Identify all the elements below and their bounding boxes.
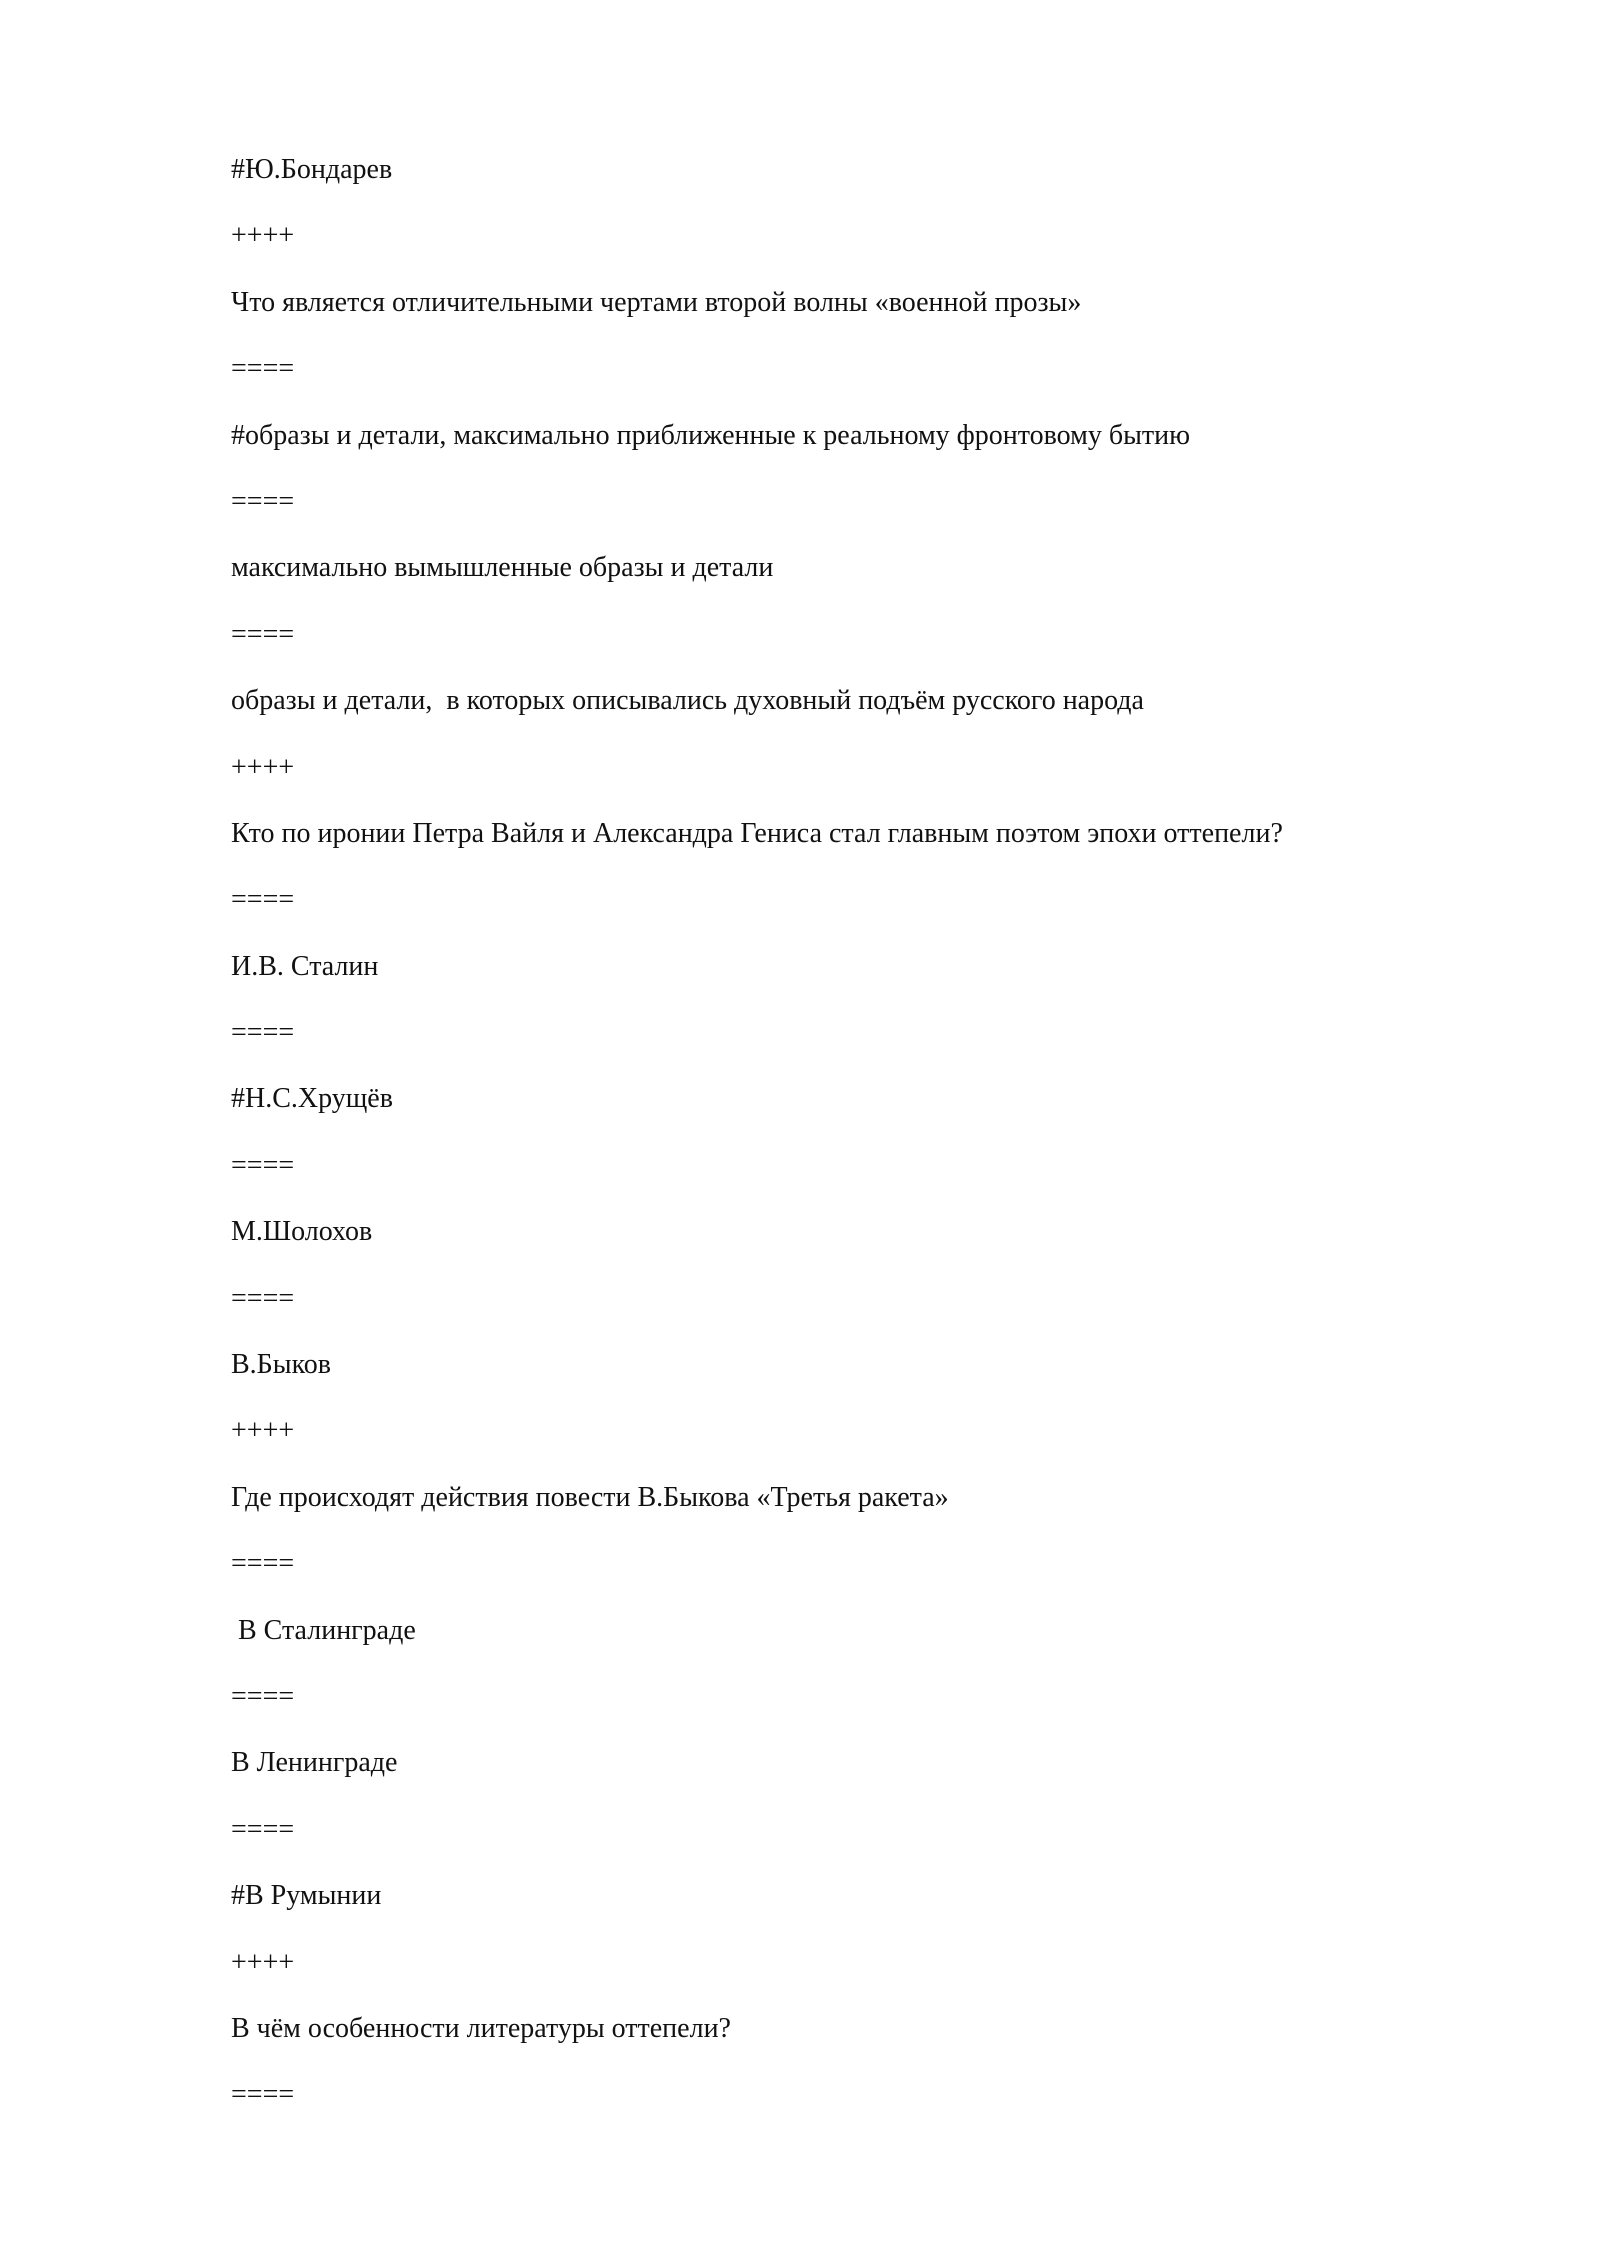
separator-line: ====: [231, 2079, 295, 2111]
answer-line: образы и детали, в которых описывались духовный подъём русского народа: [231, 685, 1144, 717]
separator-line: ++++: [231, 1946, 295, 1978]
answer-line: В Ленинграде: [231, 1747, 398, 1779]
answer-line: В.Быков: [231, 1349, 331, 1381]
separator-line: ====: [231, 1680, 295, 1712]
answer-line: М.Шолохов: [231, 1216, 373, 1248]
separator-line: ====: [231, 1282, 295, 1314]
separator-line: ====: [231, 618, 295, 650]
separator-line: ====: [231, 884, 295, 916]
answer-line: #Н.С.Хрущёв: [231, 1083, 393, 1115]
separator-line: ====: [231, 1813, 295, 1845]
separator-line: ====: [231, 485, 295, 517]
separator-line: ====: [231, 353, 295, 385]
answer-line: #В Румынии: [231, 1880, 382, 1912]
answer-line: #образы и детали, максимально приближенные к реальному фронтовому бытию: [231, 419, 1191, 451]
separator-line: ++++: [231, 751, 295, 783]
answer-line: И.В. Сталин: [231, 950, 379, 982]
separator-line: ++++: [231, 1415, 295, 1447]
separator-line: ====: [231, 1548, 295, 1580]
text-line: #Ю.Бондарев: [231, 154, 393, 185]
answer-line: В Сталинграде: [231, 1614, 416, 1646]
document-body: [231, 150, 1411, 2142]
answer-line: максимально вымышленные образы и детали: [231, 552, 774, 584]
separator-line: ====: [231, 1017, 295, 1049]
question-line: В чём особенности литературы оттепели?: [231, 2012, 731, 2044]
question-line: Что является отличительными чертами второй волны «военной прозы»: [231, 286, 1082, 318]
separator-line: ====: [231, 1149, 295, 1181]
separator-line: ++++: [231, 220, 295, 252]
question-line: Где происходят действия повести В.Быкова «Третья ракета»: [231, 1481, 949, 1513]
question-line: Кто по иронии Петра Вайля и Александра Гениса стал главным поэтом эпохи оттепели?: [231, 817, 1283, 849]
